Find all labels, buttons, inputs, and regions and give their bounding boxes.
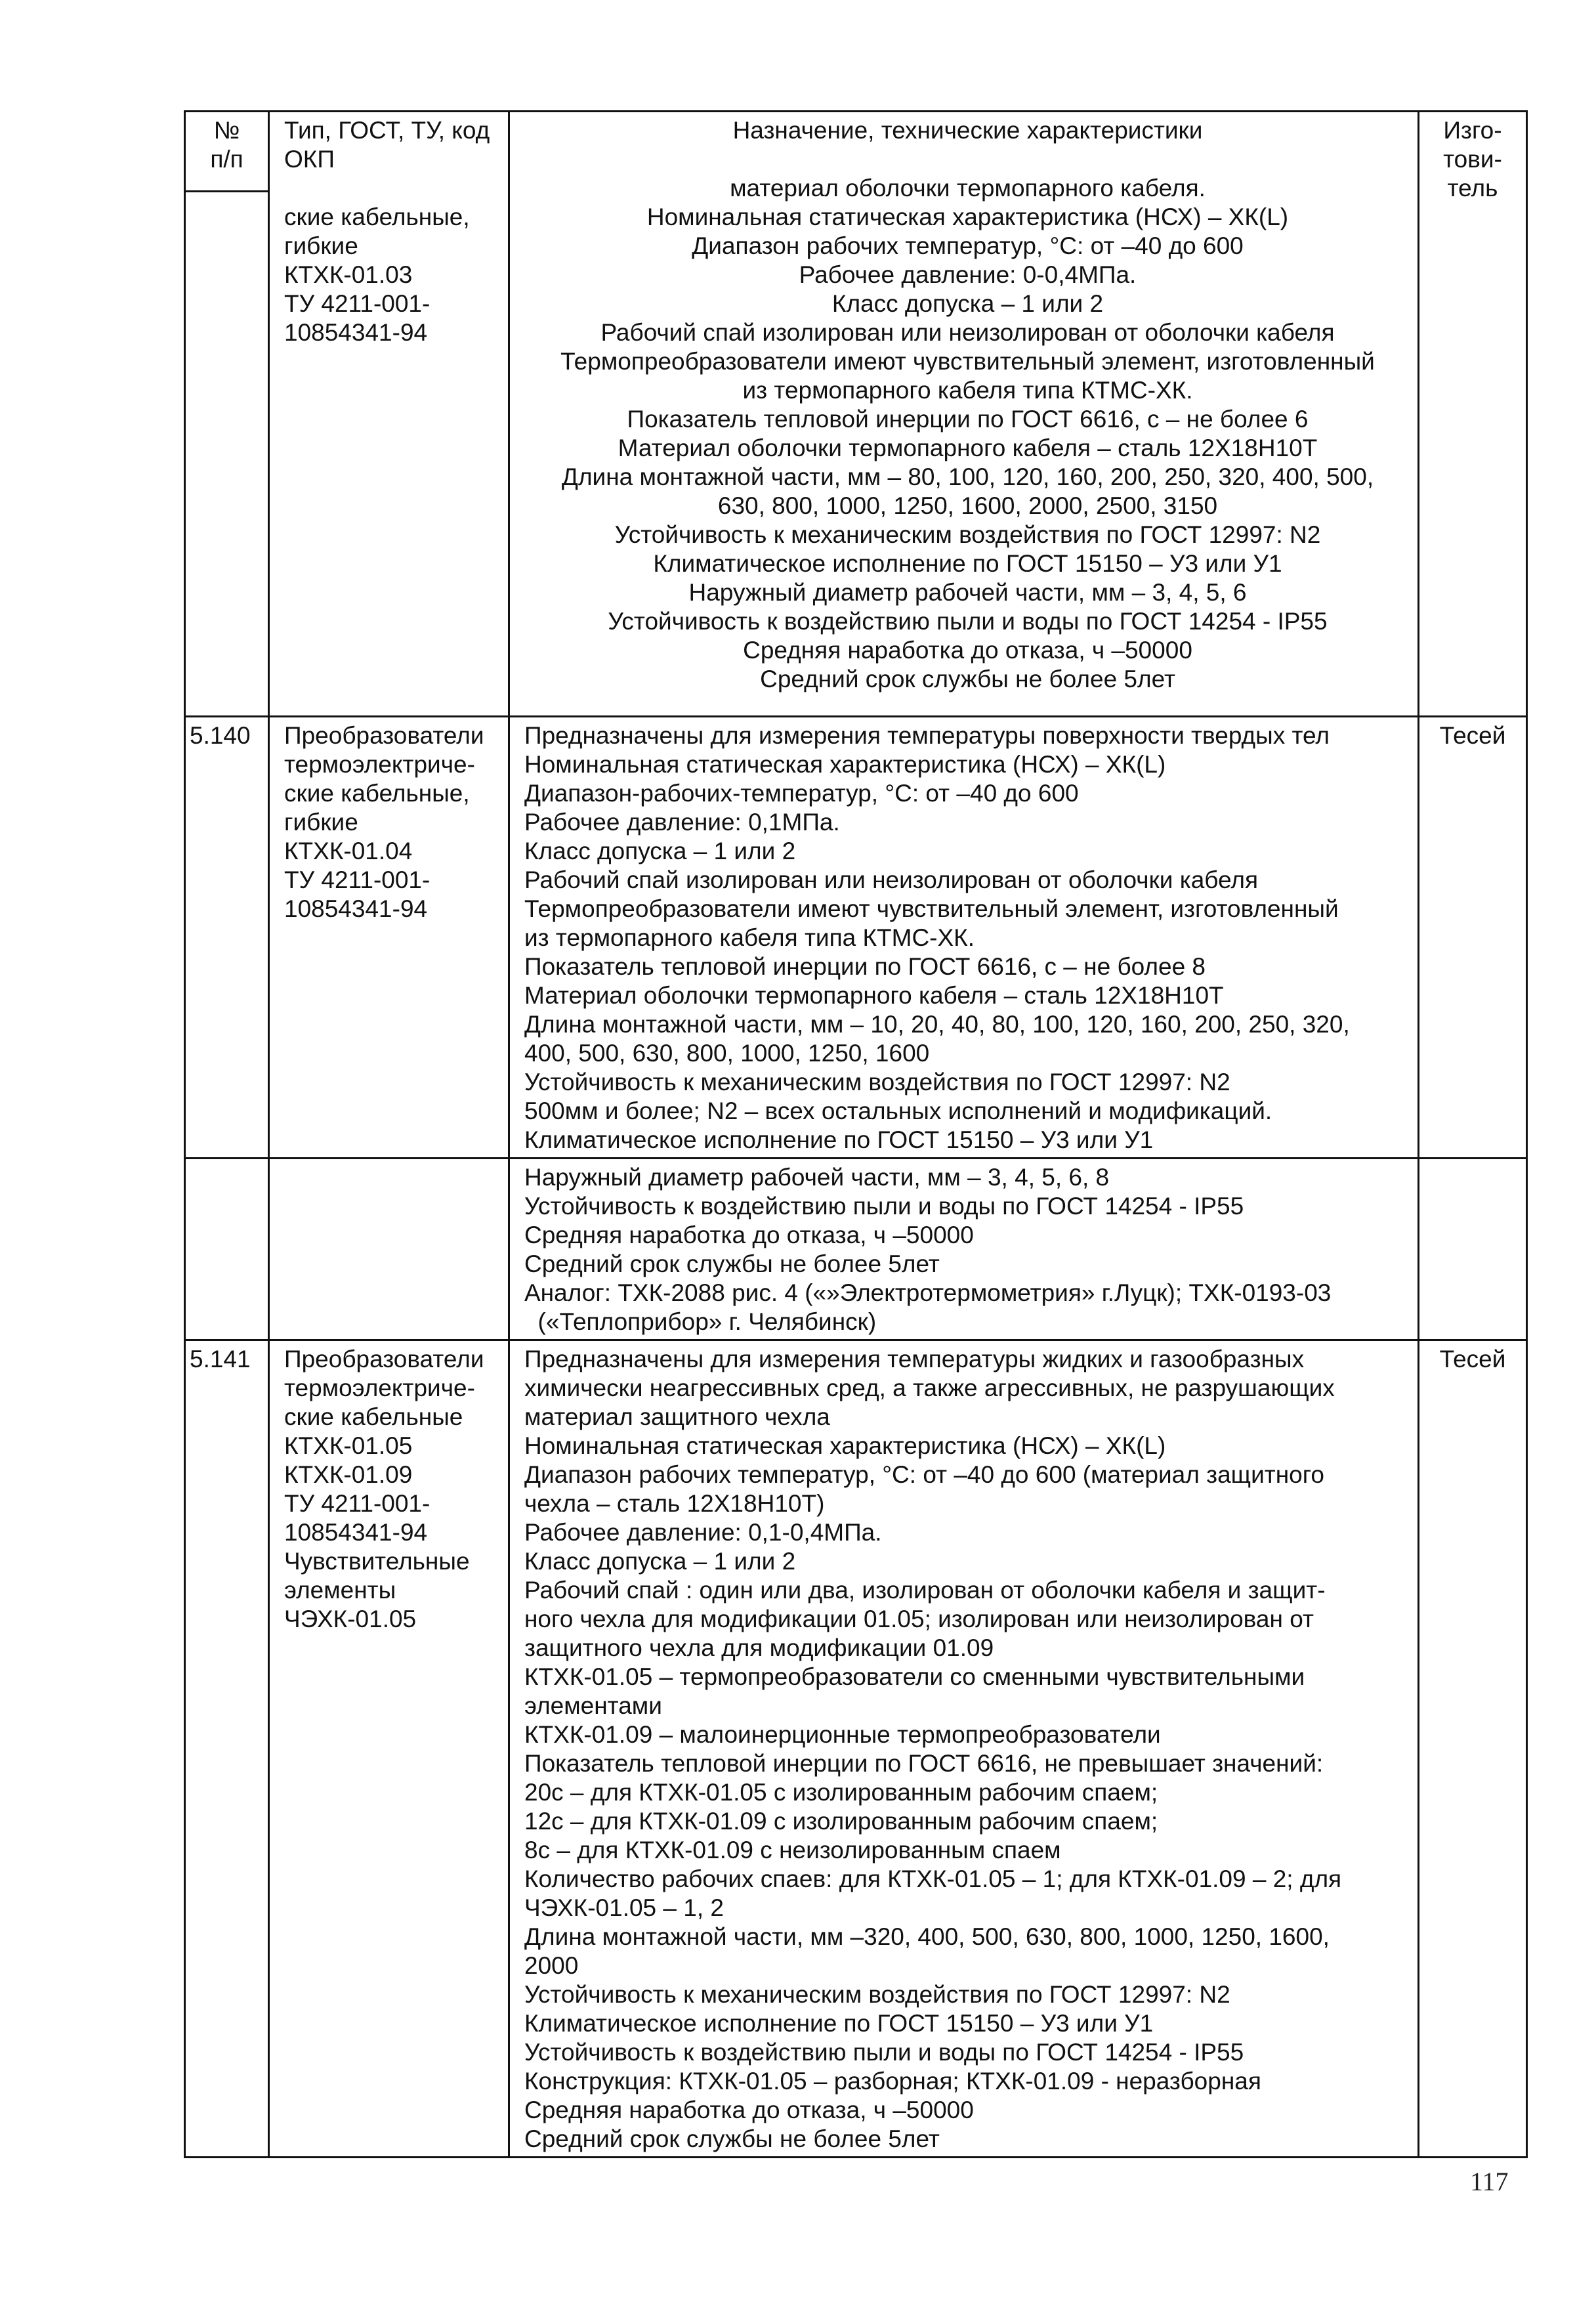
row0-desc-line: материал оболочки термопарного кабеля. [730, 175, 1206, 202]
row0-type-line: ские кабельные, [284, 203, 470, 230]
row0-desc-line: 630, 800, 1000, 1250, 1600, 2000, 2500, 3150 [717, 492, 1218, 519]
row0-desc-line: Средний срок службы не более 5лет [760, 666, 1175, 692]
row2-desc: Наружный диаметр рабочей части, мм – 3, 4, 5, 6, 8 Устойчивость к воздействию пыли и воды по ГОСТ 14254 - IP55 Средняя наработка до отказа, ч –50000 Средний срок службы не более 5лет Аналог: ТХК-2088 рис. 4 («»Электротермометрия» г.Луцк); ТХК-0193-03 («Теплоприбор» г. Челябинск) [509, 1159, 1419, 1340]
row2-num [185, 1159, 269, 1340]
row0-desc-line: Климатическое исполнение по ГОСТ 15150 – У3 или У1 [653, 550, 1282, 577]
row0-desc-line: Длина монтажной части, мм – 80, 100, 120, 160, 200, 250, 320, 400, 500, [561, 463, 1374, 490]
row3-desc: Предназначены для измерения температуры жидких и газообразных химически неагрессивных сред, а также агрессивных, не разрушающих материал защитного чехла Номинальная статическая характеристика (НСХ) – ХК(L) Диапазон рабочих температур, °С: от –40 до 600 (материал защитного чехла – сталь 12Х18Н10Т) Рабочее давление: 0,1-0,4МПа. Класс допуска – 1 или 2 Рабочий спай : один или два, изолирован от оболочки кабеля и защит- ного чехла для модификации 01.05; изолирован или неизолирован от защитного чехла для модификации 01.09 КТХК-01.05 – термопреобразователи со сменными чувствительными элементами КТХК-01.09 – малоинерционные термопреобразователи Показатель тепловой инерции по ГОСТ 6616, не превышает значений: 20с – для КТХК-01.05 с изолированным рабочим спаем; 12с – для КТХК-01.09 с изолированным рабочим спаем; 8с – для КТХК-01.09 с неизолированным спаем Количество рабочих спаев: для КТХК-01.05 – 1; для КТХК-01.09 – 2; для ЧЭХК-01.05 – 1, 2 Длина монтажной части, мм –320, 400, 500, 630, 800, 1000, 1250, 1600, 2000 Устойчивость к механическим воздействия по ГОСТ 12997: N2 Климатическое исполнение по ГОСТ 15150 – У3 или У1 Устойчивость к воздействию пыли и воды по ГОСТ 14254 - IP55 Конструкция: КТХК-01.05 – разборная; КТХК-01.09 - неразборная Средняя наработка до отказа, ч –50000 Средний срок службы не более 5лет [509, 1340, 1419, 2158]
row0-desc-line: Показатель тепловой инерции по ГОСТ 6616, с – не более 6 [627, 406, 1309, 433]
page-number: 117 [1470, 2167, 1509, 2196]
row0-desc-line: из термопарного кабеля типа КТМС-ХК. [742, 377, 1193, 404]
row0-desc-line: Устойчивость к механическим воздействия по ГОСТ 12997: N2 [614, 521, 1321, 548]
row1-num: 5.140 [185, 717, 269, 1159]
table-row-5-140 [185, 717, 1527, 1159]
row0-num [185, 192, 269, 717]
row0-desc-line: Класс допуска – 1 или 2 [831, 290, 1104, 317]
row2-mfr [1419, 1159, 1527, 1340]
table-row-5-140-cont [185, 1159, 1527, 1340]
row0-desc-line: Диапазон рабочих температур, °С: от –40 до 600 [692, 232, 1244, 259]
row0-type-line: гибкие [284, 232, 358, 259]
row0-type-line: ТУ 4211-001- [284, 290, 430, 317]
header-type: Тип, ГОСТ, ТУ, код ОКП ские кабельные, гибкие КТХК-01.03 ТУ 4211-001- 10854341-94 [269, 112, 509, 717]
row0-desc-line: Номинальная статическая характеристика (НСХ) – ХК(L) [646, 203, 1289, 230]
spec-sheet [184, 110, 1526, 2152]
row0-type-line: 10854341-94 [284, 319, 428, 346]
header-num: № п/п [185, 112, 269, 192]
row0-type-line: КТХК-01.03 [284, 261, 413, 288]
row0-desc-line: Наружный диаметр рабочей части, мм – 3, 4, 5, 6 [688, 579, 1247, 606]
row0-desc-line: Рабочее давление: 0-0,4МПа. [799, 261, 1137, 288]
header-mfr: Изго- тови- тель [1419, 112, 1527, 717]
table-header-row [185, 112, 1527, 192]
row0-desc-line: Материал оболочки термопарного кабеля – сталь 12Х18Н10Т [618, 435, 1318, 461]
spec-table [184, 110, 1528, 2158]
table-row-5-141 [185, 1340, 1527, 2158]
row1-mfr: Тесей [1419, 717, 1527, 1159]
row1-desc: Предназначены для измерения температуры поверхности твердых тел Номинальная статическая характеристика (НСХ) – ХК(L) Диапазон-рабочих-температур, °С: от –40 до 600 Рабочее давление: 0,1МПа. Класс допуска – 1 или 2 Рабочий спай изолирован или неизолирован от оболочки кабеля Термопреобразователи имеют чувствительный элемент, изготовленный из термопарного кабеля типа КТМС-ХК. Показатель тепловой инерции по ГОСТ 6616, с – не более 8 Материал оболочки термопарного кабеля – сталь 12Х18Н10Т Длина монтажной части, мм – 10, 20, 40, 80, 100, 120, 160, 200, 250, 320, 400, 500, 630, 800, 1000, 1250, 1600 Устойчивость к механическим воздействия по ГОСТ 12997: N2 500мм и более; N2 – всех остальных исполнений и модификаций. Климатическое исполнение по ГОСТ 15150 – У3 или У1 [509, 717, 1419, 1159]
header-desc: Назначение, технические характеристики материал оболочки термопарного кабеля. Номинальная статическая характеристика (НСХ) – ХК(L) Диапазон рабочих температур, °С: от –40 до 600 Рабочее давление: 0-0,4МПа. Класс допуска – 1 или 2 Рабочий спай изолирован или неизолирован от оболочки кабеля Термопреобразователи имеют чувствительный элемент, изготовленный из термопарного кабеля типа КТМС-ХК. Показатель тепловой инерции по ГОСТ 6616, с – не более 6 Материал оболочки термопарного кабеля – сталь 12Х18Н10Т Длина монтажной части, мм – 80, 100, 120, 160, 200, 250, 320, 400, 500, 630, 800, 1000, 1250, 1600, 2000, 2500, 3150 Устойчивость к механическим воздействия по ГОСТ 12997: N2 Климатическое исполнение по ГОСТ 15150 – У3 или У1 Наружный диаметр рабочей части, мм – 3, 4, 5, 6 Устойчивость к воздействию пыли и воды по ГОСТ 14254 - IP55 Средняя наработка до отказа, ч –50000 Средний срок службы не более 5лет [509, 112, 1419, 717]
row0-desc-line: Средняя наработка до отказа, ч –50000 [743, 637, 1192, 664]
row3-mfr: Тесей [1419, 1340, 1527, 2158]
row0-desc-line: Устойчивость к воздействию пыли и воды по ГОСТ 14254 - IP55 [608, 608, 1328, 635]
row0-desc-line: Термопреобразователи имеют чувствительный элемент, изготовленный [560, 348, 1375, 375]
row3-num: 5.141 [185, 1340, 269, 2158]
row2-type [269, 1159, 509, 1340]
row0-desc-line: Рабочий спай изолирован или неизолирован от оболочки кабеля [600, 319, 1335, 346]
row1-type: Преобразователи термоэлектриче- ские кабельные, гибкие КТХК-01.04 ТУ 4211-001- 10854341-94 [269, 717, 509, 1159]
row3-type: Преобразователи термоэлектриче- ские кабельные КТХК-01.05 КТХК-01.09 ТУ 4211-001- 10854341-94 Чувствительные элементы ЧЭХК-01.05 [269, 1340, 509, 2158]
